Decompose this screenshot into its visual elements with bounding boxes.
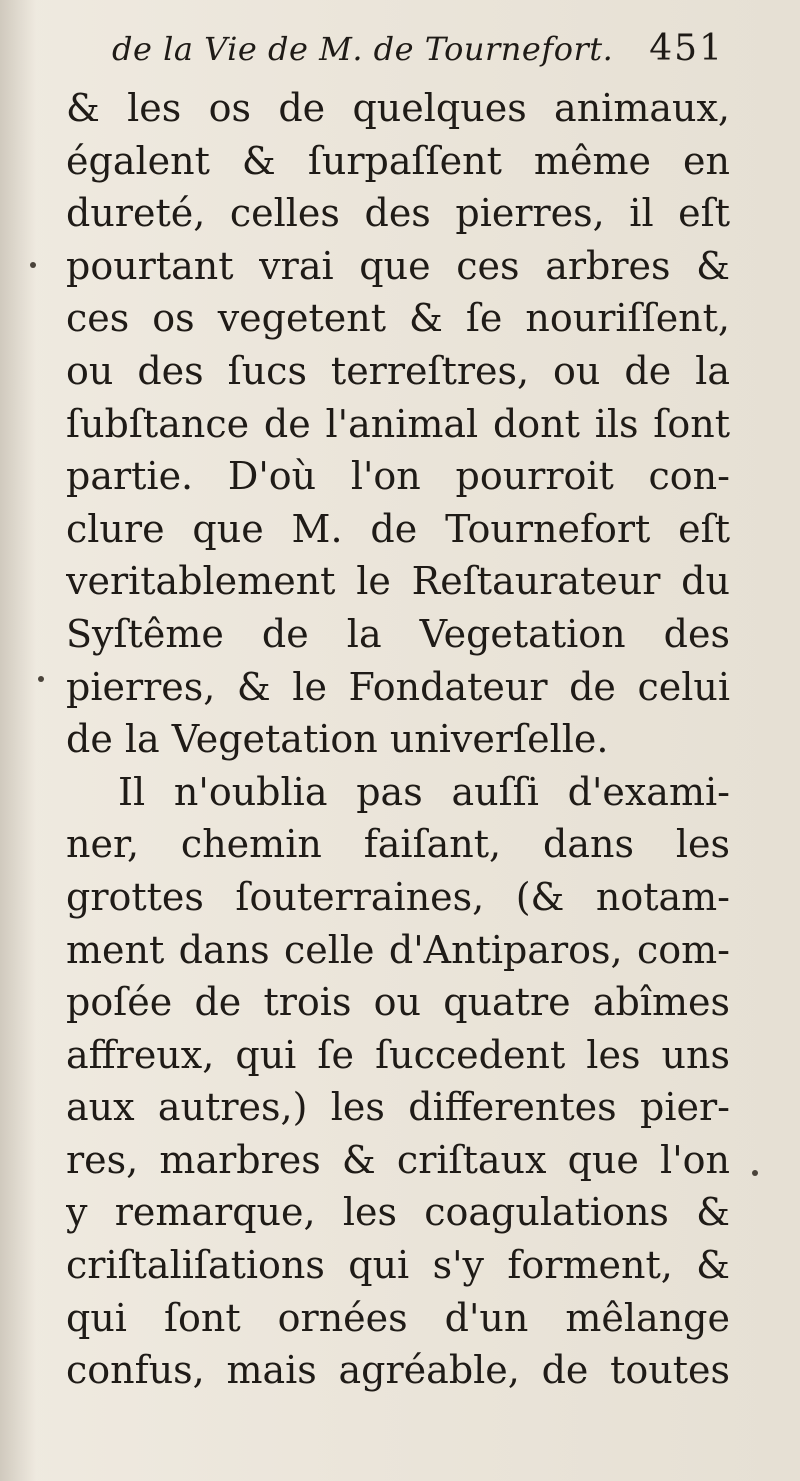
- text-line: grottes ſouterraines, (& notam-: [66, 874, 730, 919]
- ink-speck: [30, 262, 36, 268]
- text-line: veritablement le Reſtaurateur du: [66, 559, 730, 604]
- text-line: partie. D'où l'on pourroit con-: [66, 454, 730, 499]
- paragraph-end-line: de la Vegetation univerſelle.: [66, 717, 609, 762]
- gutter-shadow: [0, 0, 36, 1481]
- text-line: res, marbres & criſtaux que l'on: [66, 1137, 730, 1182]
- text-line: y remarque, les coagulations &: [66, 1190, 730, 1235]
- text-line: pourtant vrai que ces arbres &: [66, 243, 730, 288]
- text-line: & les os de quelques animaux,: [66, 86, 730, 130]
- text-line: ſubſtance de l'animal dont ils ſont: [66, 401, 730, 446]
- page-number: 451: [649, 28, 724, 69]
- text-line: aux autres,) les differentes pier-: [66, 1085, 730, 1130]
- text-line: qui ſont ornées d'un mêlange: [66, 1295, 730, 1340]
- text-line: égalent & ſurpaſſent même en: [66, 138, 730, 183]
- text-line: clure que M. de Tournefort eſt: [66, 506, 730, 551]
- paragraph-first-line: Il n'oublia pas auſſi d'exami-: [118, 769, 730, 814]
- body-text: [66, 82, 730, 1397]
- text-line: pierres, & le Fondateur de celui: [66, 664, 730, 709]
- text-line: poſée de trois ou quatre abîmes: [66, 980, 730, 1025]
- text-line: ces os vegetent & ſe nouriſſent,: [66, 296, 730, 341]
- text-line: affreux, qui ſe ſuccedent les uns: [66, 1032, 730, 1077]
- text-line: confus, mais agréable, de toutes: [66, 1348, 730, 1393]
- text-line: dureté, celles des pierres, il eſt: [66, 191, 730, 236]
- ink-speck: [752, 1170, 758, 1176]
- text-line: criſtaliſations qui s'y forment, &: [66, 1243, 730, 1288]
- running-title: de la Vie de M. de Tournefort.: [112, 30, 614, 68]
- text-line: ner, chemin faiſant, dans les: [66, 822, 730, 867]
- text-line: ment dans celle d'Antiparos, com-: [66, 927, 730, 972]
- ink-speck: [38, 676, 44, 682]
- text-line: ou des ſucs terreſtres, ou de la: [66, 348, 730, 393]
- page-header: [112, 28, 732, 88]
- text-line: Syſtême de la Vegetation des: [66, 611, 730, 656]
